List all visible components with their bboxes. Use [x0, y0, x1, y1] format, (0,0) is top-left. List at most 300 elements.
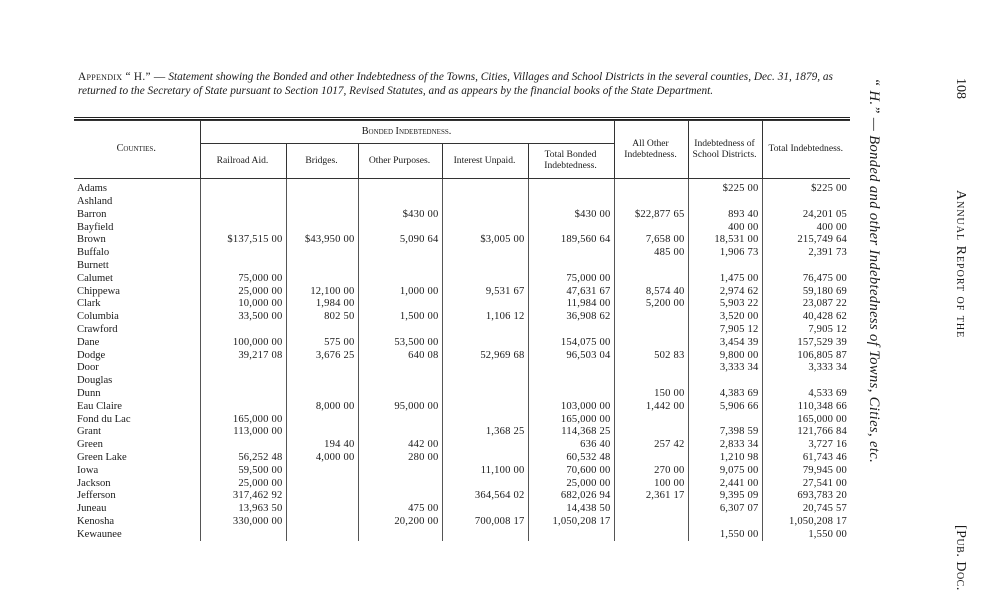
right-margin [850, 70, 970, 600]
cell-railroad: 56,252 48 [200, 452, 286, 465]
county-name: Barron [77, 208, 107, 220]
cell-total-bonded: 60,532 48 [528, 452, 614, 465]
cell-total: 59,180 69 [762, 285, 850, 298]
cell-interest [442, 273, 528, 286]
cell-other [358, 529, 442, 542]
cell-school: 6,307 07 [688, 503, 762, 516]
cell-interest [442, 298, 528, 311]
cell-school: 7,905 12 [688, 324, 762, 337]
cell-bridges [286, 465, 358, 478]
cell-bridges [286, 490, 358, 503]
cell-interest [442, 337, 528, 350]
header-railroad-aid: Railroad Aid. [200, 144, 286, 179]
cell-total: 3,333 34 [762, 362, 850, 375]
cell-railroad: 317,462 92 [200, 490, 286, 503]
cell-school: 18,531 00 [688, 234, 762, 247]
table-row [74, 413, 850, 426]
cell-bridges [286, 516, 358, 529]
cell-other [358, 221, 442, 234]
cell-interest [442, 221, 528, 234]
cell-all-other: $22,877 65 [614, 209, 688, 222]
table-row [74, 209, 850, 222]
header-interest-unpaid: Interest Unpaid. [442, 144, 528, 179]
cell-other: $430 00 [358, 209, 442, 222]
cell-interest [442, 209, 528, 222]
cell-school [688, 413, 762, 426]
table-row [74, 439, 850, 452]
cell-interest: 9,531 67 [442, 285, 528, 298]
cell-interest [442, 375, 528, 388]
table-row [74, 179, 850, 196]
cell-interest [442, 362, 528, 375]
caption-text: Statement showing the Bonded and other Indebtedness of the Towns, Cities, Villages and School Districts in the several counties, Dec. 31, 1879, as returned to the Secretary of State pursuant to Section 1017, Revised Statutes, and as appears by the financial books of the State Department. [78, 71, 833, 97]
cell-railroad: 113,000 00 [200, 426, 286, 439]
cell-all-other: 150 00 [614, 388, 688, 401]
cell-railroad: 13,963 50 [200, 503, 286, 516]
cell-other [358, 362, 442, 375]
side-title: “ H.” — Bonded and other Indebtedness of Towns, Cities, etc. [866, 78, 882, 464]
cell-total: 4,533 69 [762, 388, 850, 401]
cell-total: 1,550 00 [762, 529, 850, 542]
cell-all-other: 5,200 00 [614, 298, 688, 311]
cell-interest: $3,005 00 [442, 234, 528, 247]
cell-other [358, 247, 442, 260]
cell-total: 2,391 73 [762, 247, 850, 260]
cell-railroad: 100,000 00 [200, 337, 286, 350]
cell-other [358, 196, 442, 209]
table-row [74, 273, 850, 286]
cell-total: 110,348 66 [762, 401, 850, 414]
cell-school: 1,906 73 [688, 247, 762, 260]
cell-interest [442, 247, 528, 260]
cell-total: 1,050,208 17 [762, 516, 850, 529]
cell-total: 27,541 00 [762, 477, 850, 490]
cell-interest [442, 413, 528, 426]
cell-interest [442, 477, 528, 490]
appendix-label: Appendix “ H.” — [78, 71, 166, 83]
cell-total-bonded: 47,631 67 [528, 285, 614, 298]
table-row [74, 362, 850, 375]
table-row [74, 388, 850, 401]
cell-all-other: 257 42 [614, 439, 688, 452]
cell-all-other: 100 00 [614, 477, 688, 490]
cell-all-other [614, 260, 688, 273]
county-name: Ashland [77, 195, 113, 207]
cell-all-other [614, 426, 688, 439]
cell-bridges: 8,000 00 [286, 401, 358, 414]
county-name: Brown [77, 234, 106, 246]
cell-total: 24,201 05 [762, 209, 850, 222]
table-row [74, 196, 850, 209]
table-row [74, 349, 850, 362]
cell-total-bonded [528, 196, 614, 209]
cell-total-bonded: 165,000 00 [528, 413, 614, 426]
table-row [74, 298, 850, 311]
table-row [74, 503, 850, 516]
cell-bridges [286, 260, 358, 273]
header-total-indebtedness: Total Indebtedness. [762, 121, 850, 179]
cell-interest [442, 401, 528, 414]
cell-school: 5,906 66 [688, 401, 762, 414]
cell-all-other [614, 516, 688, 529]
cell-total-bonded: 70,600 00 [528, 465, 614, 478]
cell-interest: 1,106 12 [442, 311, 528, 324]
cell-school: $225 00 [688, 179, 762, 196]
cell-interest [442, 260, 528, 273]
cell-total-bonded: $430 00 [528, 209, 614, 222]
cell-total: 61,743 46 [762, 452, 850, 465]
cell-other: 95,000 00 [358, 401, 442, 414]
cell-school: 1,210 98 [688, 452, 762, 465]
cell-railroad [200, 439, 286, 452]
cell-school: 2,441 00 [688, 477, 762, 490]
cell-total [762, 375, 850, 388]
county-name: Chippewa [77, 285, 120, 297]
cell-total: 693,783 20 [762, 490, 850, 503]
table-row [74, 260, 850, 273]
cell-interest [442, 196, 528, 209]
cell-interest: 364,564 02 [442, 490, 528, 503]
cell-railroad: 75,000 00 [200, 273, 286, 286]
cell-total-bonded: 75,000 00 [528, 273, 614, 286]
cell-railroad [200, 401, 286, 414]
cell-railroad [200, 247, 286, 260]
table-row [74, 516, 850, 529]
page-number: 108 [953, 78, 968, 99]
cell-total: 7,905 12 [762, 324, 850, 337]
cell-railroad [200, 362, 286, 375]
cell-railroad: 39,217 08 [200, 349, 286, 362]
cell-interest [442, 388, 528, 401]
cell-bridges [286, 413, 358, 426]
county-name: Kewaunee [77, 528, 122, 540]
cell-school: 893 40 [688, 209, 762, 222]
cell-bridges [286, 426, 358, 439]
cell-other [358, 260, 442, 273]
running-head: Annual Report of the [953, 190, 968, 339]
cell-other: 1,500 00 [358, 311, 442, 324]
cell-interest: 1,368 25 [442, 426, 528, 439]
cell-all-other: 270 00 [614, 465, 688, 478]
cell-bridges [286, 179, 358, 196]
cell-total: 79,945 00 [762, 465, 850, 478]
cell-railroad: 165,000 00 [200, 413, 286, 426]
header-all-other: All Other Indebtedness. [614, 121, 688, 179]
county-name: Eau Claire [77, 400, 123, 412]
county-name: Douglas [77, 375, 113, 387]
cell-other: 5,090 64 [358, 234, 442, 247]
cell-other [358, 298, 442, 311]
cell-other: 475 00 [358, 503, 442, 516]
county-name: Door [77, 362, 99, 374]
header-bridges: Bridges. [286, 144, 358, 179]
cell-all-other [614, 179, 688, 196]
header-bonded-indebtedness: Bonded Indebtedness. [200, 121, 614, 144]
cell-total-bonded: 11,984 00 [528, 298, 614, 311]
cell-bridges [286, 273, 358, 286]
cell-bridges [286, 196, 358, 209]
county-name: Iowa [77, 464, 99, 476]
cell-total-bonded: 103,000 00 [528, 401, 614, 414]
cell-bridges [286, 362, 358, 375]
cell-total-bonded: 25,000 00 [528, 477, 614, 490]
cell-railroad: 33,500 00 [200, 311, 286, 324]
cell-all-other: 502 83 [614, 349, 688, 362]
cell-total-bonded: 36,908 62 [528, 311, 614, 324]
cell-bridges [286, 388, 358, 401]
cell-interest: 11,100 00 [442, 465, 528, 478]
county-name: Green [77, 439, 103, 451]
cell-all-other [614, 529, 688, 542]
cell-all-other [614, 311, 688, 324]
cell-school: 5,903 22 [688, 298, 762, 311]
table-row [74, 247, 850, 260]
cell-other: 20,200 00 [358, 516, 442, 529]
cell-railroad: 25,000 00 [200, 285, 286, 298]
cell-bridges: 4,000 00 [286, 452, 358, 465]
cell-bridges: 12,100 00 [286, 285, 358, 298]
cell-all-other [614, 503, 688, 516]
cell-other: 53,500 00 [358, 337, 442, 350]
cell-total: $225 00 [762, 179, 850, 196]
cell-school: 2,833 34 [688, 439, 762, 452]
cell-bridges [286, 247, 358, 260]
header-school-districts: Indebtedness of School Districts. [688, 121, 762, 179]
cell-total: 23,087 22 [762, 298, 850, 311]
table-row [74, 401, 850, 414]
cell-total-bonded [528, 247, 614, 260]
cell-railroad: 330,000 00 [200, 516, 286, 529]
cell-all-other [614, 273, 688, 286]
cell-all-other [614, 221, 688, 234]
table-row [74, 477, 850, 490]
cell-all-other: 485 00 [614, 247, 688, 260]
county-name: Dane [77, 336, 100, 348]
cell-school: 400 00 [688, 221, 762, 234]
cell-bridges: 1,984 00 [286, 298, 358, 311]
table-row [74, 234, 850, 247]
cell-all-other [614, 375, 688, 388]
cell-total-bonded: 682,026 94 [528, 490, 614, 503]
cell-total: 20,745 57 [762, 503, 850, 516]
cell-interest [442, 529, 528, 542]
cell-railroad [200, 388, 286, 401]
cell-school: 1,550 00 [688, 529, 762, 542]
cell-other [358, 413, 442, 426]
cell-bridges [286, 477, 358, 490]
cell-other [358, 465, 442, 478]
cell-total-bonded [528, 529, 614, 542]
table-row [74, 529, 850, 542]
cell-other [358, 388, 442, 401]
cell-total-bonded [528, 375, 614, 388]
cell-all-other [614, 337, 688, 350]
cell-total-bonded [528, 388, 614, 401]
header-other-purposes: Other Purposes. [358, 144, 442, 179]
table-row [74, 285, 850, 298]
cell-total-bonded [528, 179, 614, 196]
county-name: Dunn [77, 387, 101, 399]
cell-all-other [614, 452, 688, 465]
cell-school: 1,475 00 [688, 273, 762, 286]
cell-bridges: 802 50 [286, 311, 358, 324]
cell-total-bonded: 114,368 25 [528, 426, 614, 439]
cell-other [358, 375, 442, 388]
cell-total [762, 196, 850, 209]
table-row [74, 465, 850, 478]
cell-total-bonded: 189,560 64 [528, 234, 614, 247]
cell-interest [442, 324, 528, 337]
table-row [74, 337, 850, 350]
table-row [74, 324, 850, 337]
header-total-bonded: Total Bonded Indebtedness. [528, 144, 614, 179]
cell-railroad [200, 196, 286, 209]
county-name: Jefferson [77, 490, 116, 502]
county-name: Bayfield [77, 221, 114, 233]
cell-all-other [614, 324, 688, 337]
county-name: Kenosha [77, 515, 115, 527]
cell-school [688, 375, 762, 388]
cell-railroad: $137,515 00 [200, 234, 286, 247]
cell-bridges: 194 40 [286, 439, 358, 452]
cell-school: 3,333 34 [688, 362, 762, 375]
cell-school: 3,520 00 [688, 311, 762, 324]
cell-total: 106,805 87 [762, 349, 850, 362]
cell-bridges [286, 324, 358, 337]
pub-doc-label: [Pub. Doc. [953, 525, 968, 591]
cell-school: 2,974 62 [688, 285, 762, 298]
county-name: Crawford [77, 323, 118, 335]
table-row [74, 426, 850, 439]
table-row [74, 221, 850, 234]
cell-other [358, 273, 442, 286]
cell-railroad [200, 221, 286, 234]
cell-all-other [614, 362, 688, 375]
cell-bridges: 3,676 25 [286, 349, 358, 362]
cell-total-bonded: 96,503 04 [528, 349, 614, 362]
cell-school [688, 196, 762, 209]
cell-other: 442 00 [358, 439, 442, 452]
cell-interest: 52,969 68 [442, 349, 528, 362]
county-name: Buffalo [77, 247, 110, 259]
county-name: Burnett [77, 259, 109, 271]
cell-all-other: 2,361 17 [614, 490, 688, 503]
table-row [74, 490, 850, 503]
cell-all-other [614, 196, 688, 209]
cell-other [358, 490, 442, 503]
cell-total-bonded [528, 221, 614, 234]
county-name: Juneau [77, 503, 107, 515]
cell-total: 121,766 84 [762, 426, 850, 439]
cell-total: 165,000 00 [762, 413, 850, 426]
cell-railroad: 10,000 00 [200, 298, 286, 311]
cell-all-other: 7,658 00 [614, 234, 688, 247]
county-name: Dodge [77, 349, 106, 361]
cell-railroad [200, 324, 286, 337]
county-name: Jackson [77, 477, 111, 489]
cell-interest: 700,008 17 [442, 516, 528, 529]
cell-other [358, 179, 442, 196]
table-row [74, 375, 850, 388]
cell-interest [442, 452, 528, 465]
cell-interest [442, 179, 528, 196]
cell-bridges [286, 529, 358, 542]
county-name: Grant [77, 426, 102, 438]
cell-other [358, 477, 442, 490]
cell-total: 215,749 64 [762, 234, 850, 247]
cell-railroad [200, 209, 286, 222]
cell-railroad: 59,500 00 [200, 465, 286, 478]
county-name: Fond du Lac [77, 413, 131, 425]
cell-school: 7,398 59 [688, 426, 762, 439]
cell-total: 3,727 16 [762, 439, 850, 452]
indebtedness-table [74, 117, 850, 541]
cell-total: 76,475 00 [762, 273, 850, 286]
table-row [74, 452, 850, 465]
cell-total-bonded: 636 40 [528, 439, 614, 452]
table-row [74, 311, 850, 324]
cell-other: 1,000 00 [358, 285, 442, 298]
cell-railroad [200, 529, 286, 542]
county-name: Columbia [77, 311, 119, 323]
cell-interest [442, 503, 528, 516]
cell-school: 3,454 39 [688, 337, 762, 350]
cell-all-other: 8,574 40 [614, 285, 688, 298]
cell-total: 157,529 39 [762, 337, 850, 350]
cell-total-bonded [528, 260, 614, 273]
cell-railroad [200, 260, 286, 273]
cell-other: 280 00 [358, 452, 442, 465]
county-name: Green Lake [77, 451, 127, 463]
cell-total-bonded [528, 324, 614, 337]
cell-school: 9,395 09 [688, 490, 762, 503]
cell-bridges [286, 375, 358, 388]
cell-total-bonded [528, 362, 614, 375]
header-counties: Counties. [74, 121, 200, 179]
cell-school [688, 516, 762, 529]
cell-total [762, 260, 850, 273]
county-name: Calumet [77, 272, 113, 284]
cell-total-bonded: 14,438 50 [528, 503, 614, 516]
county-name: Clark [77, 298, 101, 310]
cell-bridges [286, 221, 358, 234]
cell-railroad [200, 375, 286, 388]
cell-other [358, 324, 442, 337]
cell-total-bonded: 1,050,208 17 [528, 516, 614, 529]
cell-all-other [614, 413, 688, 426]
cell-school [688, 260, 762, 273]
cell-total: 40,428 62 [762, 311, 850, 324]
cell-school: 4,383 69 [688, 388, 762, 401]
cell-school: 9,075 00 [688, 465, 762, 478]
cell-school: 9,800 00 [688, 349, 762, 362]
cell-bridges [286, 503, 358, 516]
cell-bridges: 575 00 [286, 337, 358, 350]
cell-interest [442, 439, 528, 452]
cell-other [358, 426, 442, 439]
table-body [74, 179, 850, 542]
cell-other: 640 08 [358, 349, 442, 362]
county-name: Adams [77, 183, 108, 195]
cell-railroad [200, 179, 286, 196]
cell-all-other: 1,442 00 [614, 401, 688, 414]
table-caption [78, 71, 843, 98]
cell-bridges: $43,950 00 [286, 234, 358, 247]
cell-railroad: 25,000 00 [200, 477, 286, 490]
cell-bridges [286, 209, 358, 222]
cell-total-bonded: 154,075 00 [528, 337, 614, 350]
cell-total: 400 00 [762, 221, 850, 234]
